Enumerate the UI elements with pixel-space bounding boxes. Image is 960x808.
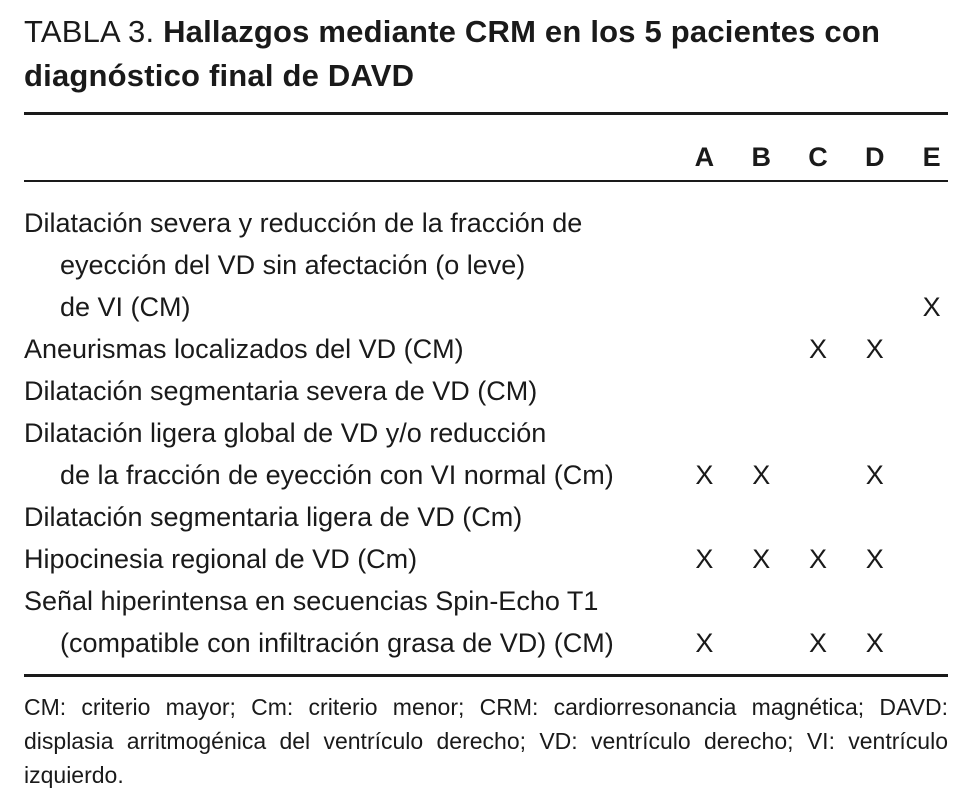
finding-line: Aneurismas localizados del VD (CM): [24, 334, 464, 364]
finding-description: [24, 370, 676, 412]
mark-cell-d: [846, 496, 903, 538]
mark-cell-b: [733, 370, 790, 412]
finding-description: [24, 202, 676, 328]
finding-description: [24, 328, 676, 370]
mark-cell-b: [733, 580, 790, 664]
mark-cell-a: [676, 496, 733, 538]
table-spacer: [24, 186, 960, 202]
finding-line: de la fracción de eyección con VI normal (Cm): [60, 460, 614, 490]
table-row: [24, 202, 960, 328]
mark-cell-e: [903, 370, 960, 412]
finding-line: Dilatación segmentaria severa de VD (CM): [24, 376, 538, 406]
mark-cell-e: [903, 412, 960, 496]
bottom-rule: [24, 674, 948, 677]
column-header-d: D: [865, 142, 885, 172]
column-header-e: E: [922, 142, 941, 172]
findings-table: [24, 128, 960, 664]
finding-line: Dilatación segmentaria ligera de VD (Cm): [24, 502, 523, 532]
table-title: [24, 10, 948, 98]
mark-cell-c: [790, 496, 847, 538]
finding-line: (compatible con infiltración grasa de VD) (CM): [60, 628, 614, 658]
table-row: [24, 412, 960, 496]
mark-cell-e: [903, 538, 960, 580]
table-row: [24, 580, 960, 664]
mark-cell-a: [676, 370, 733, 412]
column-header-b: B: [751, 142, 771, 172]
table-page: [24, 10, 948, 788]
mark-cell-c: [790, 412, 847, 496]
mark-cell-d: X: [865, 628, 884, 658]
table-row: [24, 496, 960, 538]
mark-cell-a: X: [695, 544, 714, 574]
mark-cell-b: X: [752, 460, 771, 490]
table-header-row: [24, 128, 960, 186]
finding-line: de VI (CM): [60, 292, 191, 322]
mark-cell-a: [676, 328, 733, 370]
mark-cell-a: [676, 202, 733, 328]
finding-line: eyección del VD sin afectación (o leve): [60, 250, 526, 280]
mark-cell-b: [733, 328, 790, 370]
mark-cell-d: X: [865, 334, 884, 364]
mark-cell-e: [903, 580, 960, 664]
mark-cell-c: X: [808, 628, 827, 658]
mark-cell-e: [903, 328, 960, 370]
mark-cell-b: [733, 202, 790, 328]
finding-description: [24, 580, 676, 664]
mark-cell-d: X: [865, 460, 884, 490]
mark-cell-c: X: [808, 334, 827, 364]
column-header-a: A: [694, 142, 715, 172]
top-rule: [24, 112, 948, 115]
mark-cell-d: [846, 202, 903, 328]
mark-cell-b: [733, 496, 790, 538]
mark-cell-a: X: [695, 460, 714, 490]
column-header-c: C: [808, 142, 828, 172]
mark-cell-d: X: [865, 544, 884, 574]
table-caption: Hallazgos mediante CRM en los 5 pacientes con diagnóstico final de DAVD: [24, 14, 881, 93]
mark-cell-c: [790, 202, 847, 328]
mark-cell-a: X: [695, 628, 714, 658]
finding-line: Dilatación severa y reducción de la fracción de: [24, 208, 583, 238]
table-number-label: TABLA 3.: [24, 14, 155, 49]
finding-line: Hipocinesia regional de VD (Cm): [24, 544, 418, 574]
table-footnote: CM: criterio mayor; Cm: criterio menor; CRM: cardiorresonancia magnética; DAVD: displasia arritmogénica del ventrículo derecho; VD: ventrículo derecho; VI: ventrículo izquierdo.: [24, 694, 948, 788]
mark-cell-e: [903, 496, 960, 538]
table-row: [24, 538, 960, 580]
mark-cell-b: X: [752, 544, 771, 574]
finding-line: Señal hiperintensa en secuencias Spin-Echo T1: [24, 586, 599, 616]
table-row: [24, 328, 960, 370]
finding-description: [24, 496, 676, 538]
finding-line: Dilatación ligera global de VD y/o reducción: [24, 418, 547, 448]
mark-cell-c: X: [808, 544, 827, 574]
finding-description: [24, 412, 676, 496]
finding-description: [24, 538, 676, 580]
mark-cell-d: [846, 370, 903, 412]
mark-cell-e: X: [922, 292, 941, 322]
mark-cell-c: [790, 370, 847, 412]
header-description-cell: [24, 128, 676, 186]
table-row: [24, 370, 960, 412]
